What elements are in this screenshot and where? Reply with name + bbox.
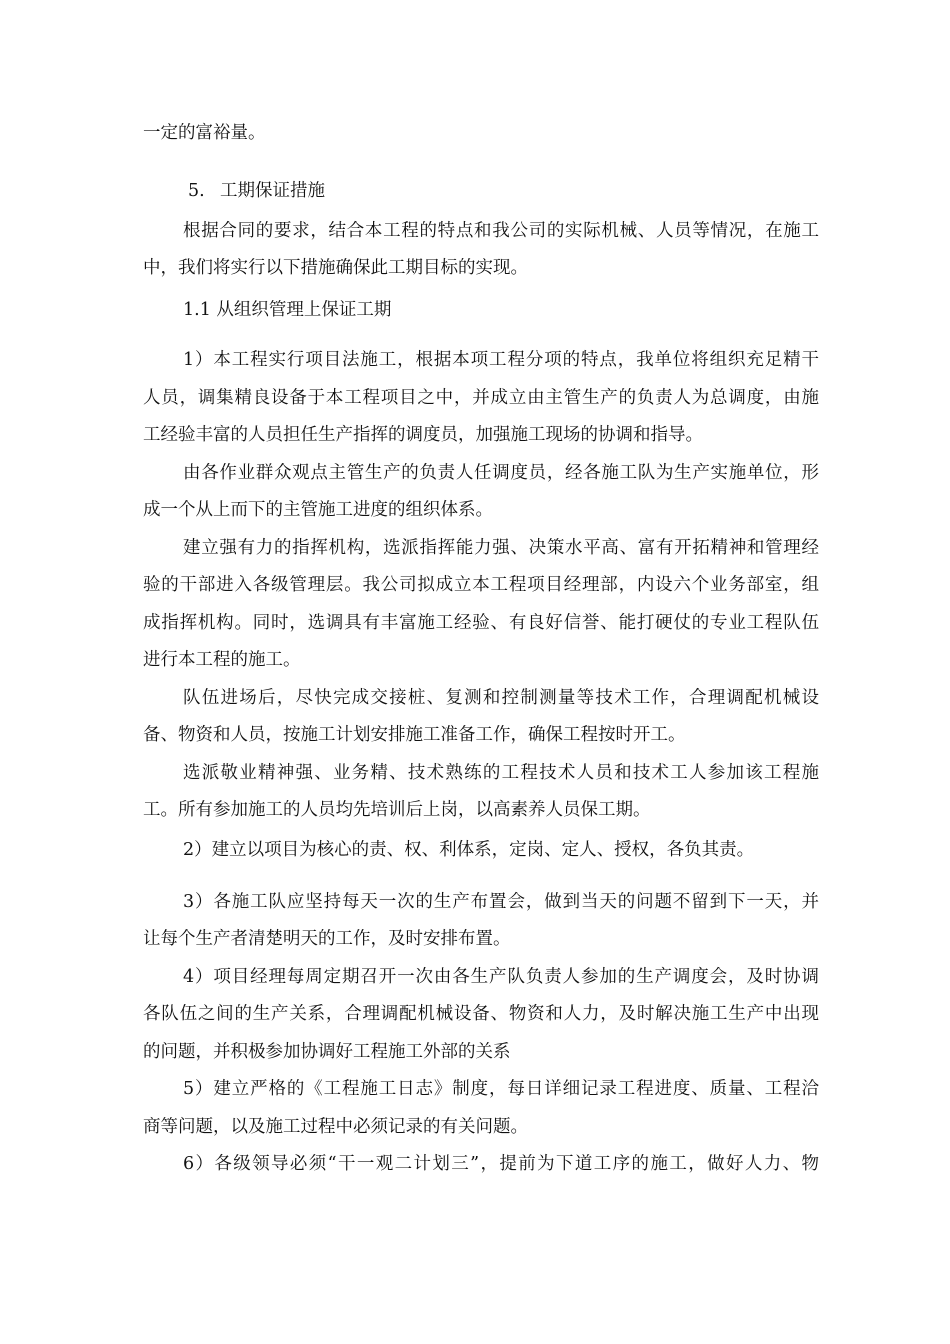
section-number: 5. [188,181,205,201]
paragraph-line: 6）各级领导必须“干一观二计划三”，提前为下道工序的施工，做好人力、物 [183,1154,819,1174]
paragraph-line: 1）本工程实行项目法施工，根据本项工程分项的特点，我单位将组织充足精干 [183,350,819,370]
section-heading: 工期保证措施 [220,181,325,201]
paragraph-line: 成一个从上而下的主管施工进度的组织体系。 [143,500,493,520]
paragraph-line: 让每个生产者清楚明天的工作，及时安排布置。 [143,929,511,949]
paragraph-line: 成指挥机构。同时，选调具有丰富施工经验、有良好信誉、能打硬仗的专业工程队伍 [143,613,819,633]
paragraph-line: 备、物资和人员，按施工计划安排施工准备工作，确保工程按时开工。 [143,725,686,745]
paragraph-line: 的问题，并积极参加协调好工程施工外部的关系 [143,1042,511,1062]
paragraph-line: 2）建立以项目为核心的责、权、利体系，定岗、定人、授权，各负其责。 [183,840,755,860]
paragraph-line: 进行本工程的施工。 [143,650,301,670]
paragraph-line: 验的干部进入各级管理层。我公司拟成立本工程项目经理部，内设六个业务部室，组 [143,575,819,595]
paragraph-line: 3）各施工队应坚持每天一次的生产布置会，做到当天的问题不留到下一天，并 [183,892,819,912]
paragraph-line: 由各作业群众观点主管生产的负责人任调度员，经各施工队为生产实施单位，形 [183,463,819,483]
paragraph-line: 各队伍之间的生产关系，合理调配机械设备、物资和人力，及时解决施工生产中出现 [143,1004,819,1024]
paragraph-line: 一定的富裕量。 [143,123,266,143]
paragraph-line: 商等问题，以及施工过程中必须记录的有关问题。 [143,1117,528,1137]
subsection-heading: 1.1 从组织管理上保证工期 [183,300,392,320]
paragraph-line: 4）项目经理每周定期召开一次由各生产队负责人参加的生产调度会，及时协调 [183,967,819,987]
paragraph-line: 人员，调集精良设备于本工程项目之中，并成立由主管生产的负责人为总调度，由施 [143,388,819,408]
paragraph-line: 中，我们将实行以下措施确保此工期目标的实现。 [143,258,528,278]
paragraph-line: 队伍进场后，尽快完成交接桩、复测和控制测量等技术工作，合理调配机械设 [183,688,819,708]
paragraph-line: 根据合同的要求，结合本工程的特点和我公司的实际机械、人员等情况，在施工 [183,221,819,241]
paragraph-line: 选派敬业精神强、业务精、技术熟练的工程技术人员和技术工人参加该工程施 [183,763,819,783]
paragraph-line: 工。所有参加施工的人员均先培训后上岗，以高素养人员保工期。 [143,800,651,820]
paragraph-line: 工经验丰富的人员担任生产指挥的调度员，加强施工现场的协调和指导。 [143,425,703,445]
paragraph-line: 5）建立严格的《工程施工日志》制度，每日详细记录工程进度、质量、工程洽 [183,1079,819,1099]
paragraph-line: 建立强有力的指挥机构，选派指挥能力强、决策水平高、富有开拓精神和管理经 [183,538,819,558]
